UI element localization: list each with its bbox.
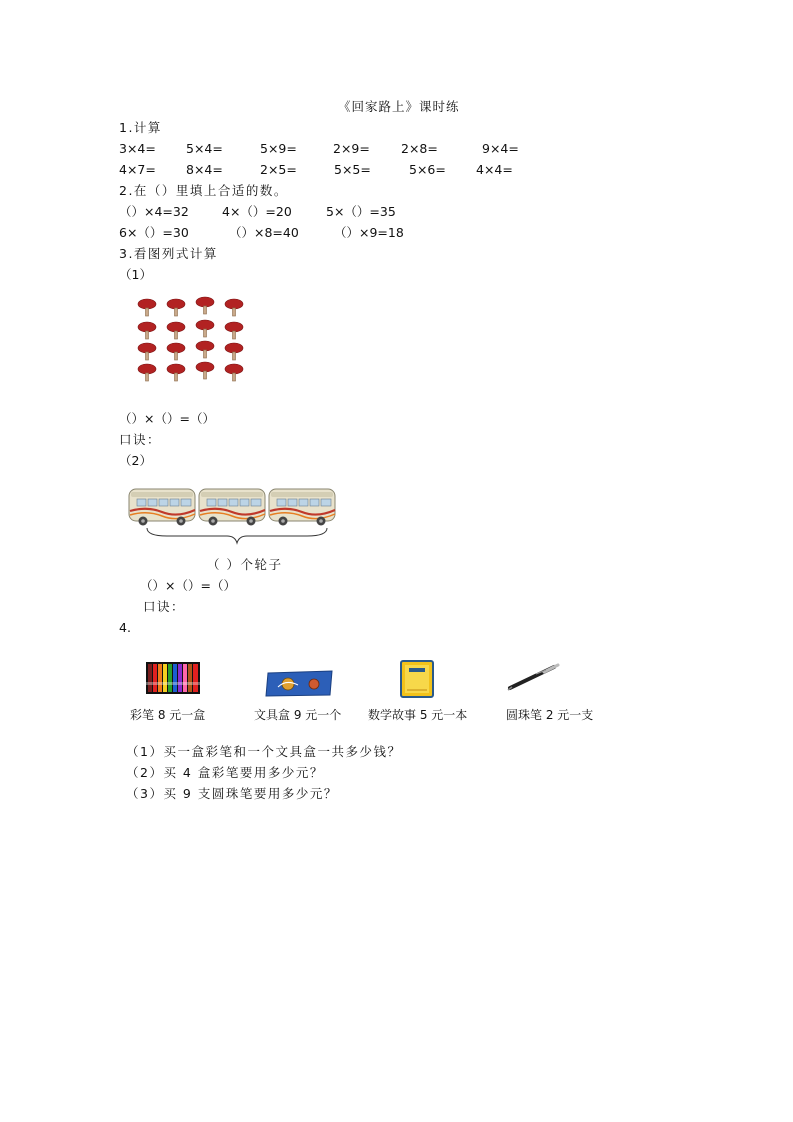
calc-item: 9×4= <box>482 141 519 156</box>
fill-blank-item: 5×（）=35 <box>326 204 396 219</box>
calc-item: 8×4= <box>186 162 223 177</box>
buses-image <box>127 486 342 546</box>
calc-item: 2×9= <box>333 141 370 156</box>
calc-item: 4×7= <box>119 162 156 177</box>
calc-item: 5×6= <box>409 162 446 177</box>
calc-item: 3×4= <box>119 141 156 156</box>
formula-line: （）×（）=（） <box>140 578 236 593</box>
wheels-blank: （ ）个轮子 <box>207 557 283 572</box>
ballpoint-pen-icon <box>506 662 562 692</box>
calc-item: 2×5= <box>260 162 297 177</box>
question-line: （2）买 4 盒彩笔要用多少元？ <box>126 765 324 780</box>
fill-blank-item: 6×（）=30 <box>119 225 189 240</box>
problem-label: （1） <box>119 267 152 282</box>
question-line: （1）买一盒彩笔和一个文具盒一共多少钱？ <box>126 744 402 759</box>
item-caption: 数学故事 5 元一本 <box>368 708 468 722</box>
item-caption: 彩笔 8 元一盒 <box>130 708 206 722</box>
page-title: 《回家路上》课时练 <box>338 99 460 114</box>
item-caption: 文具盒 9 元一个 <box>254 708 342 722</box>
koujue-label: 口诀： <box>143 599 186 614</box>
formula-line: （）×（）=（） <box>119 411 215 426</box>
calc-item: 2×8= <box>401 141 438 156</box>
mushroom-grid-image <box>136 296 246 384</box>
section-2-heading: 2.在（）里填上合适的数。 <box>119 183 288 198</box>
fill-blank-item: （）×4=32 <box>119 204 189 219</box>
calc-item: 5×4= <box>186 141 223 156</box>
section-1-heading: 1.计算 <box>119 120 162 135</box>
pencil-case-icon <box>264 671 334 697</box>
item-caption: 圆珠笔 2 元一支 <box>506 708 594 722</box>
section-4-heading: 4. <box>119 620 131 635</box>
storybook-icon <box>400 660 434 698</box>
koujue-label: 口诀： <box>119 432 162 447</box>
colored-pencils-icon <box>146 662 200 694</box>
question-line: （3）买 9 支圆珠笔要用多少元？ <box>126 786 338 801</box>
fill-blank-item: （）×9=18 <box>334 225 404 240</box>
section-3-heading: 3.看图列式计算 <box>119 246 218 261</box>
calc-item: 4×4= <box>476 162 513 177</box>
calc-item: 5×5= <box>334 162 371 177</box>
calc-item: 5×9= <box>260 141 297 156</box>
fill-blank-item: 4×（）=20 <box>222 204 292 219</box>
problem-label: （2） <box>119 453 152 468</box>
fill-blank-item: （）×8=40 <box>229 225 299 240</box>
